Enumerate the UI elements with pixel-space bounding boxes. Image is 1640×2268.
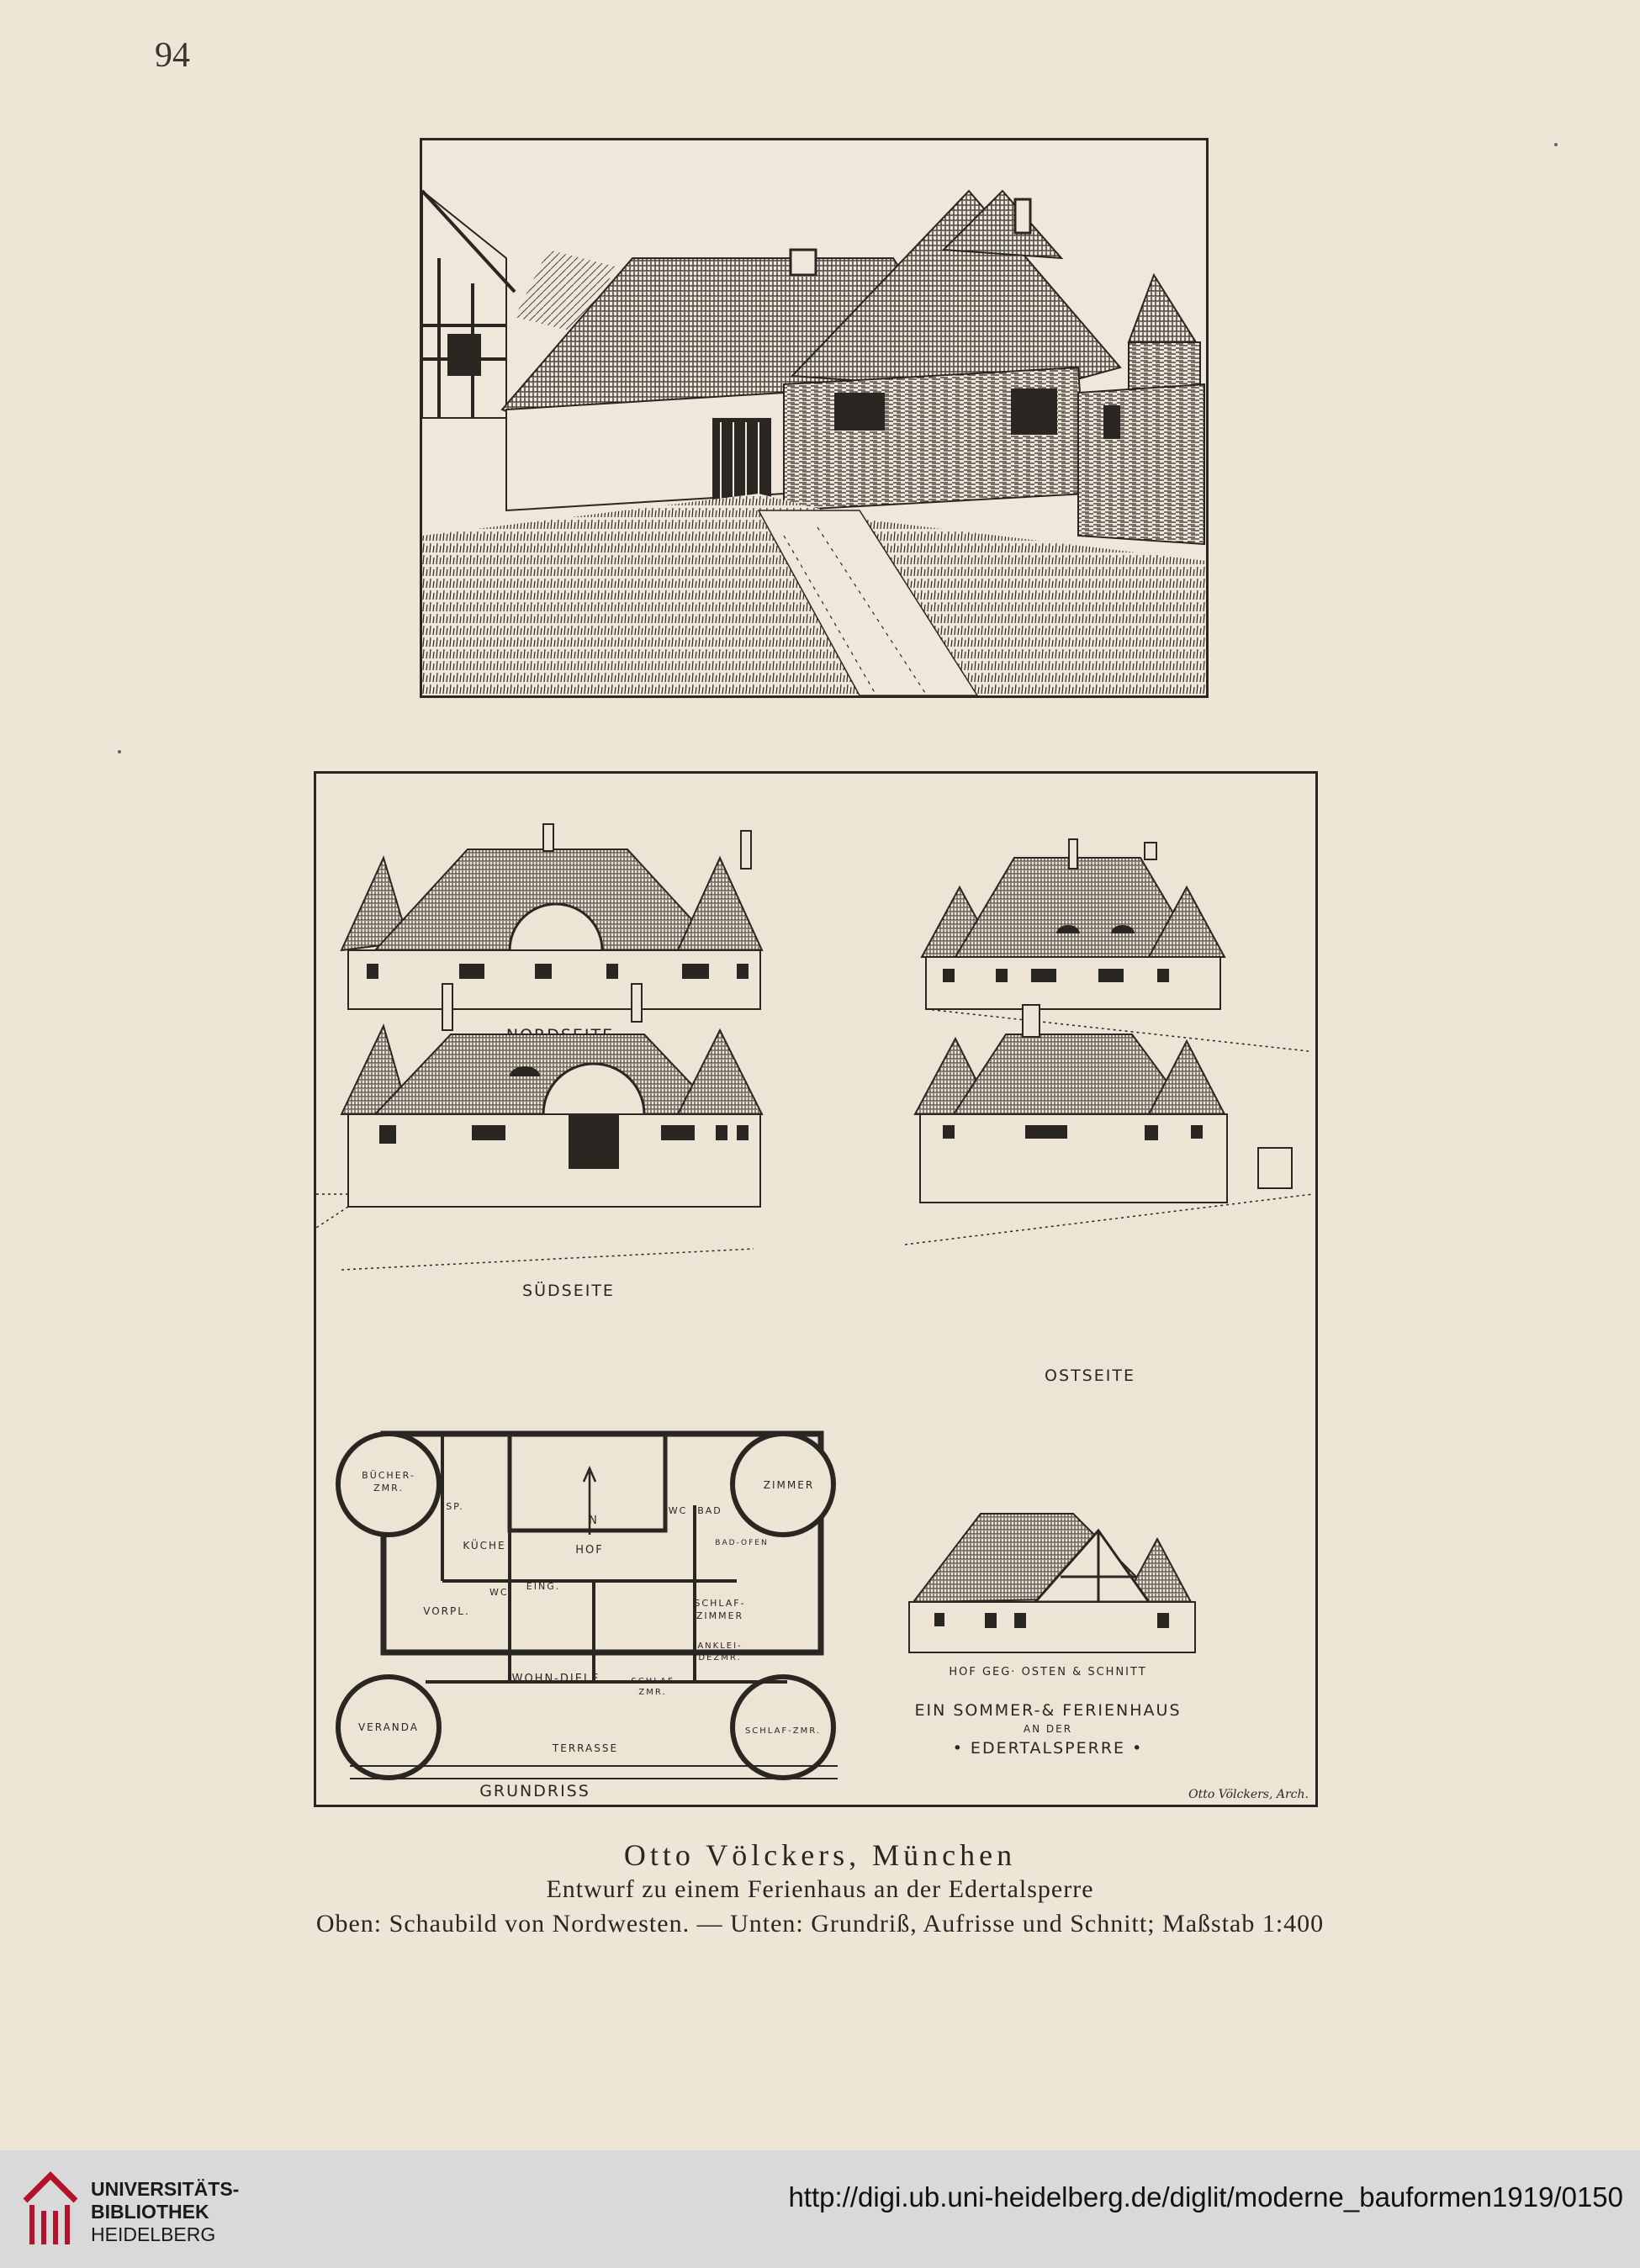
room-veranda: VERANDA xyxy=(357,1721,420,1733)
sketch-drawing xyxy=(422,140,1206,695)
library-line-2: BIBLIOTHEK xyxy=(91,2201,209,2223)
room-eing: EING. xyxy=(526,1581,561,1592)
library-line-3: HEIDELBERG xyxy=(91,2223,216,2245)
room-sp: SP. xyxy=(446,1501,464,1512)
label-hof-schnitt: HOF GEG· OSTEN & SCHNITT xyxy=(949,1666,1147,1679)
caption-author: Otto Völckers, München xyxy=(623,1838,1017,1872)
architectural-plate xyxy=(314,771,1318,1807)
room-wc1: WC xyxy=(668,1505,688,1516)
room-ankleide-1: ANKLEI- xyxy=(697,1642,743,1651)
paper-speck xyxy=(118,750,121,753)
room-schlafzmr-small-1: SCHLAF xyxy=(631,1677,675,1686)
plate-title-line3: • EDERTALSPERRE • xyxy=(952,1739,1144,1758)
label-ostseite: OSTSEITE xyxy=(1045,1367,1135,1385)
room-buecher-2: ZMR. xyxy=(373,1483,404,1493)
room-bad: BAD xyxy=(697,1505,722,1516)
elevation-north xyxy=(341,824,762,1044)
room-vorpl: VORPL. xyxy=(423,1605,470,1617)
plate-title xyxy=(914,1701,1309,1801)
room-buecher-1: BÜCHER- xyxy=(362,1470,415,1481)
library-line-1: UNIVERSITÄTS- xyxy=(91,2178,240,2200)
elevation-east xyxy=(905,1005,1313,1385)
room-wc2: WC· xyxy=(489,1587,514,1598)
caption-description: Oben: Schaubild von Nordwesten. — Unten: Grundriß, Aufrisse und Schnitt; Maßstab 1:400 xyxy=(315,1910,1325,1938)
perspective-sketch xyxy=(420,138,1209,698)
caption-title: Entwurf zu einem Ferienhaus an der Edertalsperre xyxy=(546,1875,1094,1903)
section-hof xyxy=(909,1514,1195,1679)
page-number: 94 xyxy=(155,36,190,75)
room-schlafzmr-small-2: ZMR. xyxy=(638,1688,667,1697)
permalink-url[interactable]: http://digi.ub.uni-heidelberg.de/diglit/moderne_bauformen1919/0150 xyxy=(788,2181,1623,2212)
plate-title-line1: EIN SOMMER-& FERIENHAUS xyxy=(914,1701,1182,1720)
room-terrasse: TERRASSE xyxy=(552,1742,619,1754)
plate-title-line2: AN DER xyxy=(1023,1723,1073,1735)
room-kueche: KÜCHE xyxy=(463,1540,506,1552)
paper-speck xyxy=(1554,143,1558,146)
room-schlafzmr-round: SCHLAF-ZMR. xyxy=(744,1726,822,1736)
ub-heidelberg-logo-icon xyxy=(17,2167,82,2251)
room-north: N xyxy=(589,1515,599,1527)
room-wohndiele: WOHN-DIELE xyxy=(511,1673,600,1685)
room-zimmer: ZIMMER xyxy=(763,1479,815,1491)
room-schlafzimmer-2: ZIMMER xyxy=(696,1610,744,1621)
room-badofen: BAD-OFEN xyxy=(715,1539,769,1547)
room-hof: HOF xyxy=(575,1544,604,1557)
room-ankleide-2: DEZMR. xyxy=(698,1653,742,1663)
architect-signature: Otto Völckers, Arch. xyxy=(1188,1788,1309,1801)
label-suedseite: SÜDSEITE xyxy=(522,1282,615,1300)
digitization-footer xyxy=(0,2150,1640,2268)
label-grundriss: GRUNDRISS xyxy=(479,1782,590,1800)
plate-drawing xyxy=(316,774,1315,1805)
library-name xyxy=(91,2178,239,2246)
room-schlafzimmer-1: SCHLAF- xyxy=(694,1598,746,1609)
